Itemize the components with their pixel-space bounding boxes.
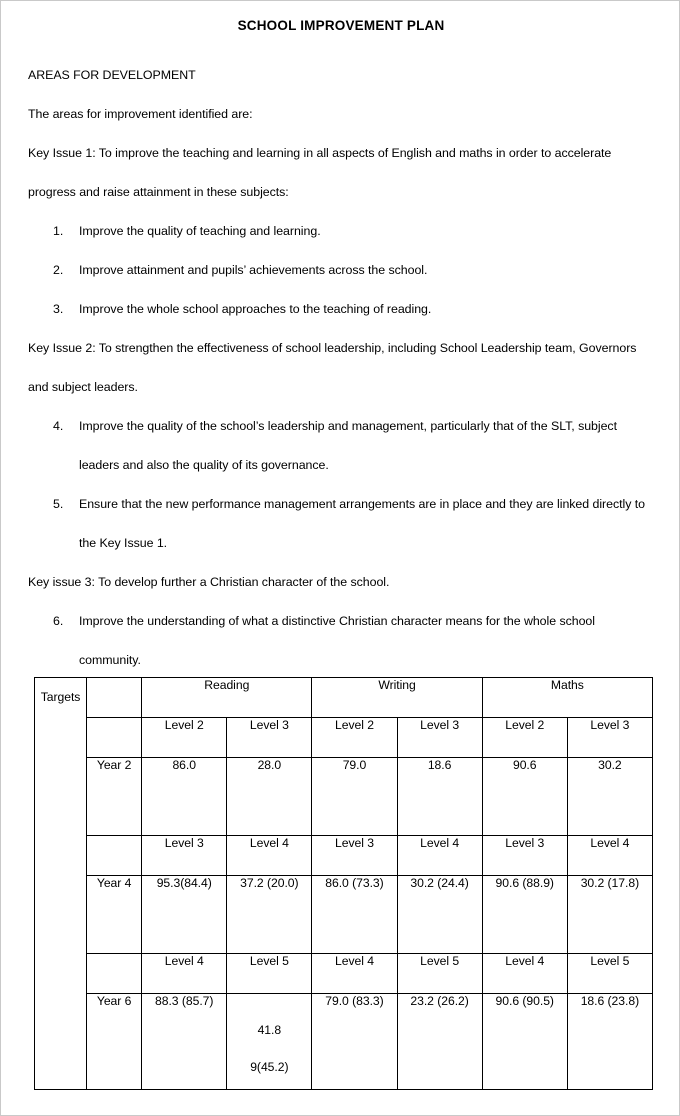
table-cell-year-label: Year 2 (87, 758, 142, 836)
table-row-subjects (35, 678, 653, 718)
table-cell-value: 90.6 (90.5) (482, 994, 567, 1090)
list-item (28, 407, 654, 485)
document-content (28, 1, 654, 680)
table-cell-value: 37.2 (20.0) (227, 876, 312, 954)
table-cell-level: Level 4 (482, 954, 567, 994)
key-issue-2-list (28, 407, 654, 563)
targets-table (34, 677, 653, 1090)
list-item (28, 251, 654, 290)
list-item-number: 4. (53, 419, 64, 433)
table-cell-year-label: Year 6 (87, 994, 142, 1090)
table-cell-level: Level 3 (312, 836, 397, 876)
list-item-label: Improve the quality of teaching and learning. (79, 224, 321, 238)
key-issue-3-list (28, 602, 654, 680)
key-issue-1-paragraph: Key Issue 1: To improve the teaching and learning in all aspects of English and maths in order to accelerate progress and raise attainment in these subjects: (28, 146, 612, 199)
table-cell-level: Level 2 (312, 718, 397, 758)
key-issue-3-paragraph: Key issue 3: To develop further a Christian character of the school. (28, 575, 390, 589)
list-item-number: 5. (53, 497, 64, 511)
section-heading: AREAS FOR DEVELOPMENT (28, 68, 196, 82)
table-cell-value: 30.2 (567, 758, 652, 836)
table-cell-value: 28.0 (227, 758, 312, 836)
table-cell-level: Level 4 (567, 836, 652, 876)
table-row-levels-year6 (35, 954, 653, 994)
table-cell-level: Level 5 (397, 954, 482, 994)
value-line-1: 41.8 (257, 1023, 282, 1037)
list-item-label: Improve the quality of the school’s leadership and management, particularly that of the SLT, subject leaders and also the quality of its governance. (79, 419, 617, 472)
table-cell-value: 79.0 (83.3) (312, 994, 397, 1090)
table-cell-subject-maths: Maths (482, 678, 652, 718)
list-item (28, 485, 654, 563)
table-row-levels-year4 (35, 836, 653, 876)
list-item-label: Improve attainment and pupils’ achievements across the school. (79, 263, 428, 277)
list-item-number: 2. (53, 263, 64, 277)
table-cell-value: 18.6 (397, 758, 482, 836)
table-cell-subject-writing: Writing (312, 678, 482, 718)
table-cell-subject-reading: Reading (142, 678, 312, 718)
table-row-values-year4 (35, 876, 653, 954)
table-cell-level: Level 3 (142, 836, 227, 876)
list-item-number: 3. (53, 302, 64, 316)
page-title: SCHOOL IMPROVEMENT PLAN (237, 18, 445, 33)
table-cell-level: Level 3 (567, 718, 652, 758)
list-item-label: Ensure that the new performance management arrangements are in place and they are linked directly to the Key Issue 1. (79, 497, 645, 550)
table-cell-value: 30.2 (17.8) (567, 876, 652, 954)
table-cell-value: 86.0 (73.3) (312, 876, 397, 954)
table-cell-level: Level 5 (567, 954, 652, 994)
key-issue-1-list (28, 212, 654, 329)
table-cell-level: Level 4 (227, 836, 312, 876)
table-row-values-year6 (35, 994, 653, 1090)
table-cell-level: Level 4 (142, 954, 227, 994)
list-item-label: Improve the whole school approaches to the teaching of reading. (79, 302, 432, 316)
table-cell-empty (87, 954, 142, 994)
list-item (28, 212, 654, 251)
list-item (28, 602, 654, 680)
value-line-2: 9(45.2) (250, 1060, 289, 1074)
table-cell-level: Level 3 (482, 836, 567, 876)
table-cell-value: 86.0 (142, 758, 227, 836)
table-row-values-year2 (35, 758, 653, 836)
table-cell-level: Level 4 (312, 954, 397, 994)
table-cell-value: 88.3 (85.7) (142, 994, 227, 1090)
key-issue-2-paragraph: Key Issue 2: To strengthen the effectiveness of school leadership, including School Leadership team, Governors and subject leaders. (28, 341, 637, 394)
list-item-number: 1. (53, 224, 64, 238)
table-cell-level: Level 2 (482, 718, 567, 758)
table-cell-value: 23.2 (26.2) (397, 994, 482, 1090)
table-cell-value-wrapped (227, 994, 312, 1090)
table-cell-level: Level 3 (227, 718, 312, 758)
targets-table-container (34, 677, 653, 1090)
table-row-levels-year2 (35, 718, 653, 758)
table-cell-value: 18.6 (23.8) (567, 994, 652, 1090)
table-cell-level: Level 4 (397, 836, 482, 876)
table-cell-value: 90.6 (88.9) (482, 876, 567, 954)
table-cell-empty (87, 718, 142, 758)
list-item (28, 290, 654, 329)
table-cell-empty (87, 678, 142, 718)
table-cell-value: 79.0 (312, 758, 397, 836)
table-cell-level: Level 2 (142, 718, 227, 758)
table-cell-value: 30.2 (24.4) (397, 876, 482, 954)
table-cell-targets-label: Targets (35, 678, 87, 1090)
table-cell-year-label: Year 4 (87, 876, 142, 954)
table-cell-empty (87, 836, 142, 876)
table-cell-level: Level 5 (227, 954, 312, 994)
table-cell-level: Level 3 (397, 718, 482, 758)
table-cell-value: 95.3(84.4) (142, 876, 227, 954)
list-item-number: 6. (53, 614, 64, 628)
table-cell-value: 90.6 (482, 758, 567, 836)
list-item-label: Improve the understanding of what a distinctive Christian character means for the whole school community. (79, 614, 595, 667)
intro-paragraph: The areas for improvement identified are: (28, 107, 253, 121)
